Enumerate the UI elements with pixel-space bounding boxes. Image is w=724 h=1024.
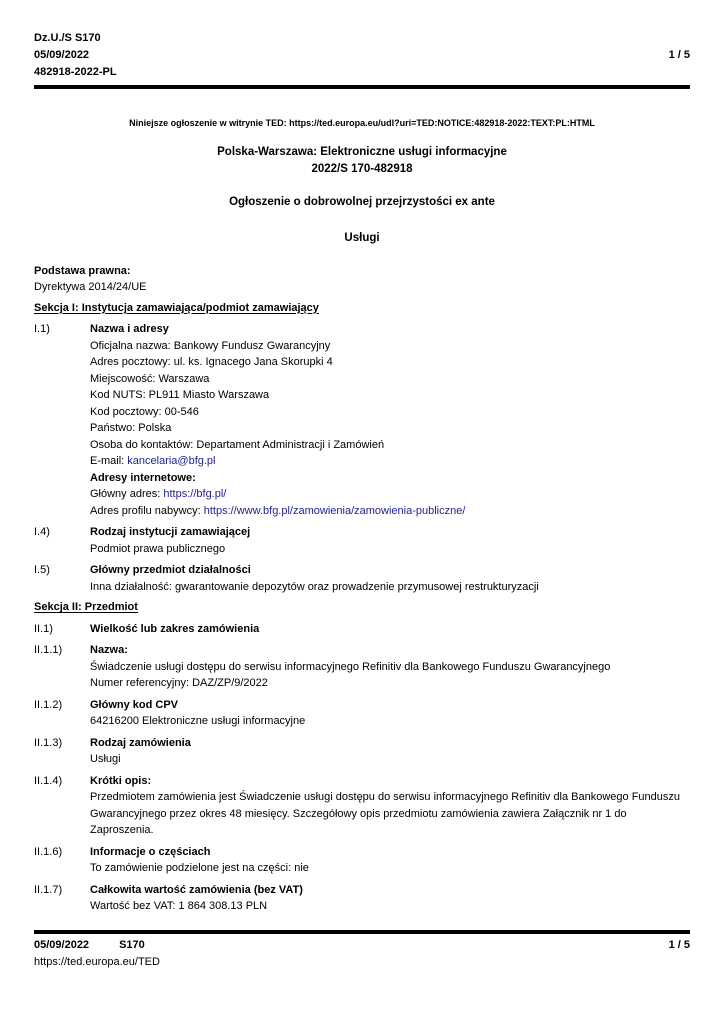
item-ii12-title: Główny kod CPV xyxy=(90,698,179,711)
lots-info: To zamówienie podzielone jest na części: nie xyxy=(90,862,309,874)
item-ii1 xyxy=(34,621,690,638)
item-ii17-title: Całkowita wartość zamówienia (bez VAT) xyxy=(90,883,303,896)
short-description: Przedmiotem zamówienia jest Świadczenie usługi dostępu do serwisu informacyjnego Refinitiv dla Bankowego Funduszu Gwarancyjnego przez okres 48 miesięcy. Szczegółowy opis przedmiotu zamówienia zawiera Załącznik nr 1 do Zaproszenia. xyxy=(90,791,681,836)
postal-code: Kod pocztowy: 00-546 xyxy=(90,405,199,418)
item-ii12-number: II.1.2) xyxy=(34,698,63,711)
legal-basis-label: Podstawa prawna: xyxy=(34,264,131,277)
main-address-line xyxy=(90,486,690,503)
item-ii13-number: II.1.3) xyxy=(34,736,63,749)
item-ii14-number: II.1.4) xyxy=(34,774,63,787)
item-i5-value: Inna działalność: gwarantowanie depozytów oraz prowadzenie przymusowej restrukturyzacji xyxy=(90,580,539,593)
item-ii1-title: Wielkość lub zakres zamówienia xyxy=(90,622,260,635)
footer-page-number: 1 / 5 xyxy=(668,939,690,951)
legal-basis-value: Dyrektywa 2014/24/UE xyxy=(34,281,147,293)
buyer-profile-label: Adres profilu nabywcy: xyxy=(90,504,204,517)
item-ii11-number: II.1.1) xyxy=(34,644,63,656)
item-i5-title: Główny przedmiot działalności xyxy=(90,564,251,576)
contract-type: Usługi xyxy=(344,232,380,244)
email-line xyxy=(90,453,690,470)
footer-url: https://ted.europa.eu/TED xyxy=(34,956,160,968)
item-ii17 xyxy=(34,882,690,915)
legal-basis xyxy=(34,263,690,296)
footer-series: S170 xyxy=(119,939,145,951)
item-ii11 xyxy=(34,642,690,692)
contact-person: Osoba do kontaktów: Departament Administracji i Zamówień xyxy=(90,438,385,451)
email-label: E-mail: xyxy=(90,455,128,467)
item-i4-title: Rodzaj instytucji zamawiającej xyxy=(90,526,251,538)
item-i1-number: I.1) xyxy=(34,323,50,335)
page-number: 1 / 5 xyxy=(668,49,690,61)
main-address-label: Główny adres: xyxy=(90,488,164,500)
page-header xyxy=(34,30,690,81)
footer-date: 05/09/2022 xyxy=(34,939,90,951)
document-title-line1: Polska-Warszawa: Elektroniczne usługi informacyjne xyxy=(217,145,507,158)
item-ii11-title: Nazwa: xyxy=(90,644,128,656)
item-ii17-number: II.1.7) xyxy=(34,883,63,896)
item-ii16 xyxy=(34,844,690,877)
footer-divider xyxy=(34,930,690,934)
ted-notice-line: Niniejsze ogłoszenie w witrynie TED: https://ted.europa.eu/udl?uri=TED:NOTICE:482918-2022:TEXT:PL:HTML xyxy=(129,118,595,128)
publication-date: 05/09/2022 xyxy=(34,49,90,61)
contract-name: Świadczenie usługi dostępu do serwisu informacyjnego Refinitiv dla Bankowego Funduszu Gwarancyjnego xyxy=(90,660,611,673)
buyer-profile-link[interactable]: https://www.bfg.pl/zamowienia/zamowienia-publiczne/ xyxy=(203,504,466,517)
buyer-profile-line xyxy=(90,503,690,520)
page-footer xyxy=(34,930,690,971)
section-2-heading: Sekcja II: Przedmiot xyxy=(34,601,138,613)
notice-number: 2022/S 170-482918 xyxy=(311,163,413,175)
item-ii16-number: II.1.6) xyxy=(34,845,63,858)
cpv-code: 64216200 Elektroniczne usługi informacyjne xyxy=(90,715,306,727)
postal-address: Adres pocztowy: ul. ks. Ignacego Jana Skorupki 4 xyxy=(90,356,333,368)
item-i4 xyxy=(34,524,690,557)
country: Państwo: Polska xyxy=(90,422,172,434)
item-ii14-title: Krótki opis: xyxy=(90,774,152,787)
section-1-heading: Sekcja I: Instytucja zamawiająca/podmiot zamawiający xyxy=(34,301,319,314)
item-ii13-title: Rodzaj zamówienia xyxy=(90,736,191,749)
item-ii1-number: II.1) xyxy=(34,622,53,635)
nuts-code: Kod NUTS: PL911 Miasto Warszawa xyxy=(90,389,270,401)
internet-addresses-heading: Adresy internetowe: xyxy=(90,471,196,484)
notice-id: 482918-2022-PL xyxy=(34,66,117,78)
reference-number: Numer referencyjny: DAZ/ZP/9/2022 xyxy=(90,677,268,689)
item-ii13 xyxy=(34,735,690,768)
notice-type: Ogłoszenie o dobrowolnej przejrzystości ex ante xyxy=(229,195,495,208)
main-address-link[interactable]: https://bfg.pl/ xyxy=(163,488,227,500)
official-name: Oficjalna nazwa: Bankowy Fundusz Gwarancyjny xyxy=(90,339,331,352)
item-i1-title: Nazwa i adresy xyxy=(90,323,169,335)
item-i4-value: Podmiot prawa publicznego xyxy=(90,542,226,555)
item-i1 xyxy=(34,321,690,519)
item-i5-number: I.5) xyxy=(34,564,50,576)
document-title xyxy=(34,144,690,179)
item-i5 xyxy=(34,562,690,595)
total-value: Wartość bez VAT: 1 864 308.13 PLN xyxy=(90,900,268,912)
journal-ref: Dz.U./S S170 xyxy=(34,32,101,44)
item-ii13-value: Usługi xyxy=(90,753,121,765)
item-ii16-title: Informacje o częściach xyxy=(90,845,211,858)
email-link[interactable]: kancelaria@bfg.pl xyxy=(127,455,216,467)
item-ii12 xyxy=(34,697,690,730)
city: Miejscowość: Warszawa xyxy=(90,372,210,385)
item-i4-number: I.4) xyxy=(34,526,50,538)
item-ii14 xyxy=(34,773,690,839)
header-divider xyxy=(34,85,690,89)
